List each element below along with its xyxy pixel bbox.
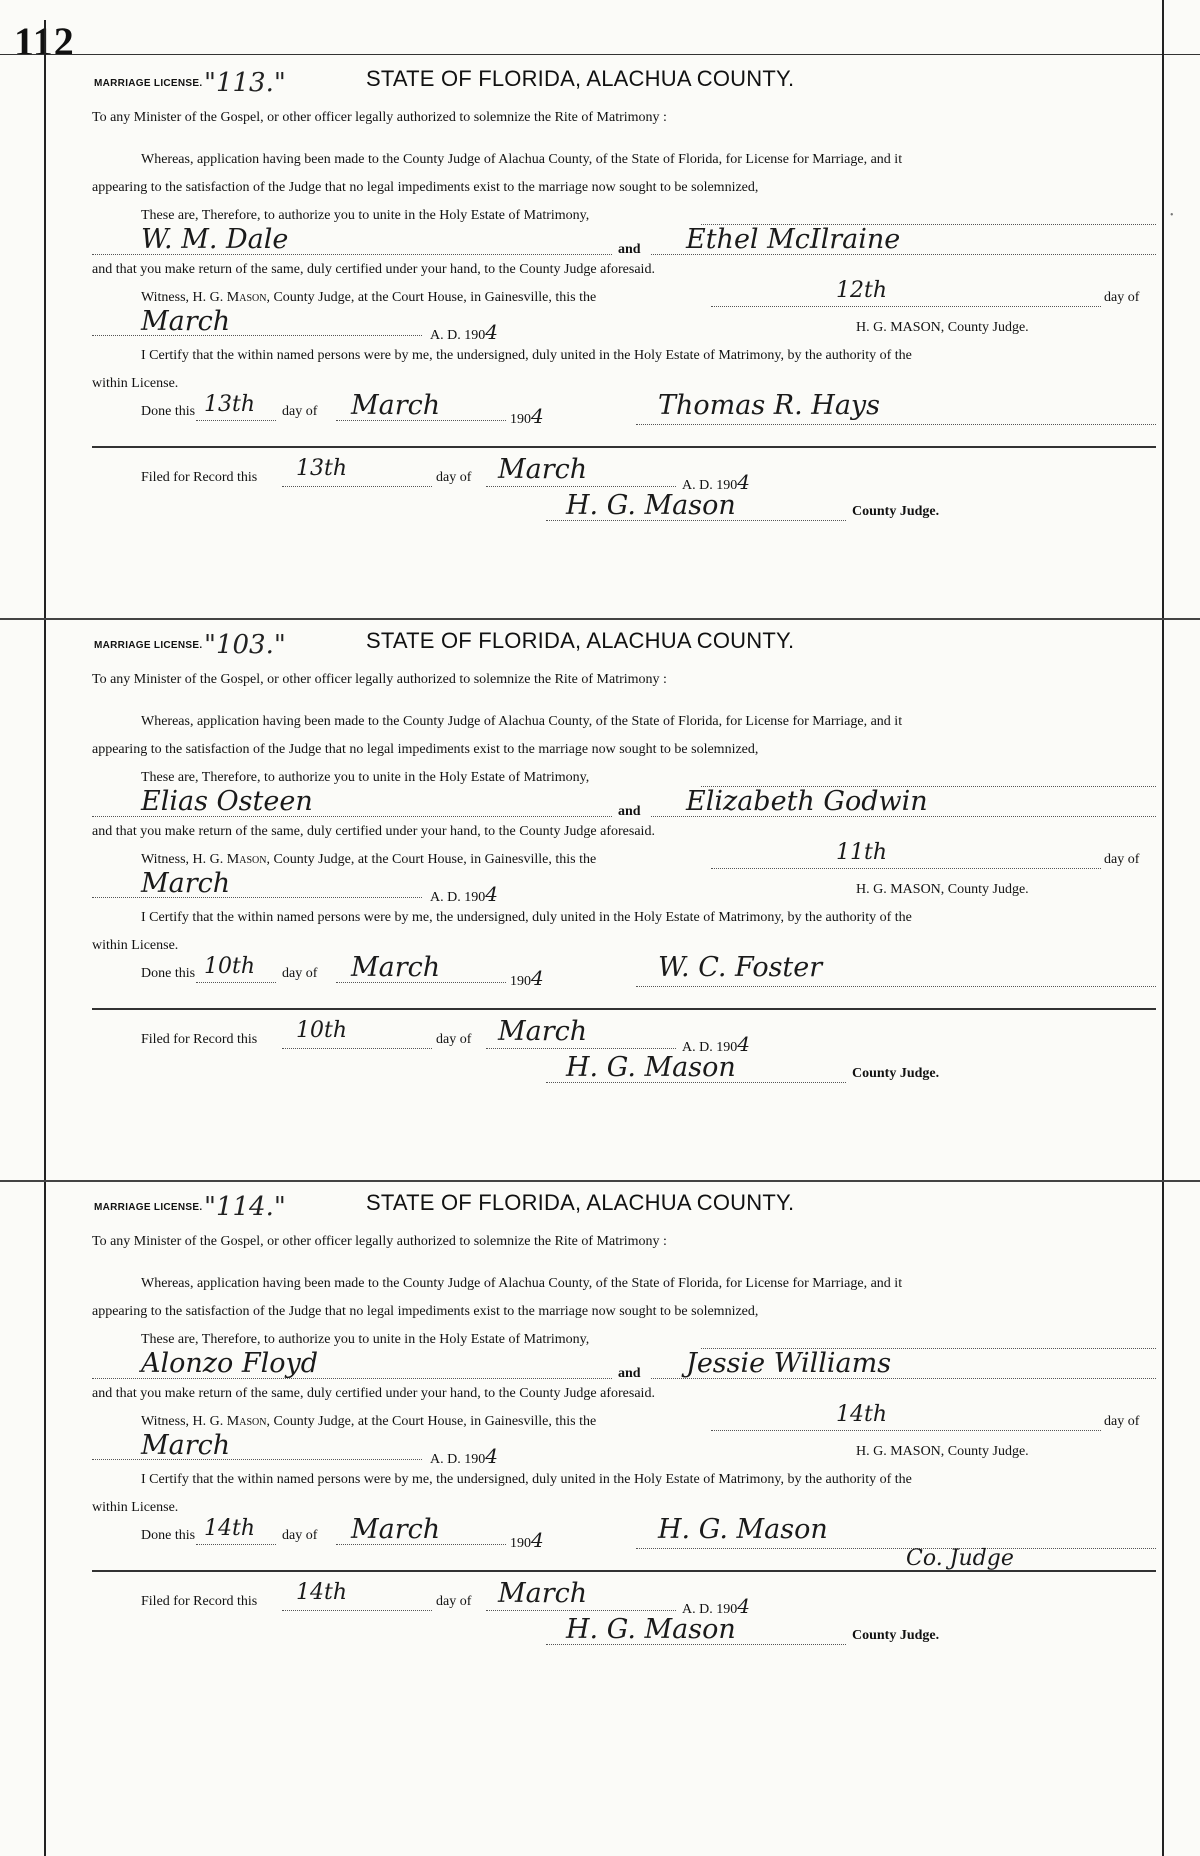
- return-text: and that you make return of the same, duly certified under your hand, to the County Judge aforesaid.: [92, 1386, 655, 1401]
- done-day-of: day of: [282, 1528, 318, 1543]
- filed-text: Filed for Record this: [141, 470, 258, 485]
- filed-day-fill-line: [282, 1048, 432, 1049]
- done-day-of: day of: [282, 404, 318, 419]
- county-judge-text: County Judge.: [852, 1628, 940, 1643]
- county-judge-text: County Judge.: [852, 504, 940, 519]
- done-day-fill-line: [196, 420, 276, 421]
- done-day-fill-line: [196, 982, 276, 983]
- license-label: MARRIAGE LICENSE.: [94, 78, 203, 89]
- witness-year-digit: 4: [485, 320, 498, 344]
- witness-month: March: [141, 1430, 231, 1461]
- certify-line-2: within License.: [92, 1500, 179, 1515]
- witness-day: 14th: [836, 1402, 888, 1427]
- filed-day-fill-line: [282, 486, 432, 487]
- witness-month: March: [141, 306, 231, 337]
- whereas-line-2: appearing to the satisfaction of the Judge that no legal impediments exist to the marriage now sought to be solemnized,: [92, 742, 759, 757]
- done-month-fill-line: [336, 1544, 506, 1545]
- record-separator-rule: [92, 1008, 1156, 1010]
- done-month: March: [351, 952, 441, 983]
- record-separator-rule: [92, 1570, 1156, 1572]
- filed-day: 10th: [296, 1018, 348, 1043]
- filed-year-digit: 4: [737, 1032, 750, 1056]
- officiant-fill-line: [636, 986, 1156, 987]
- officiant-title: Co. Judge: [906, 1546, 1014, 1571]
- done-month: March: [351, 1514, 441, 1545]
- filed-month: March: [498, 454, 588, 485]
- state-heading: STATE OF FLORIDA, ALACHUA COUNTY.: [366, 66, 795, 91]
- officiant-fill-line: [636, 424, 1156, 425]
- license-number: "114.": [204, 1192, 286, 1222]
- done-year: [510, 404, 544, 428]
- done-day: 13th: [204, 392, 256, 417]
- done-year-prefix: 190: [510, 974, 531, 989]
- filed-day-of: day of: [436, 1594, 472, 1609]
- bride-fill-line: [651, 816, 1156, 817]
- bride-name: Elizabeth Godwin: [686, 786, 928, 817]
- groom-fill-line: [92, 816, 612, 817]
- state-heading: STATE OF FLORIDA, ALACHUA COUNTY.: [366, 1190, 795, 1215]
- witness-part-a: Witness, H. G. M: [141, 290, 240, 305]
- filed-text: Filed for Record this: [141, 1594, 258, 1609]
- witness-part-b: ason: [239, 1414, 267, 1429]
- witness-part-c: , County Judge, at the Court House, in Gainesville, this the: [266, 852, 597, 867]
- filed-day-of: day of: [436, 1032, 472, 1047]
- witness-month-fill-line: [92, 1459, 422, 1460]
- done-year-digit: 4: [531, 966, 544, 990]
- witness-day-fill-line: [711, 306, 1101, 307]
- witness-part-a: Witness, H. G. M: [141, 1414, 240, 1429]
- done-month-fill-line: [336, 420, 506, 421]
- certify-line-1: I Certify that the within named persons were by me, the undersigned, duly united in the Holy Estate of Matrimony, by the authority of the: [141, 1472, 912, 1487]
- whereas-line-2: appearing to the satisfaction of the Judge that no legal impediments exist to the marriage now sought to be solemnized,: [92, 180, 759, 195]
- witness-ad-prefix: A. D. 190: [430, 890, 486, 905]
- license-label: MARRIAGE LICENSE.: [94, 640, 203, 651]
- witness-ad-prefix: A. D. 190: [430, 328, 486, 343]
- to-minister-text: To any Minister of the Gospel, or other officer legally authorized to solemnize the Rite of Matrimony :: [92, 1234, 667, 1249]
- witness-part-a: Witness, H. G. M: [141, 852, 240, 867]
- filed-day-of: day of: [436, 470, 472, 485]
- done-year: [510, 1528, 544, 1552]
- return-text: and that you make return of the same, duly certified under your hand, to the County Judge aforesaid.: [92, 824, 655, 839]
- to-minister-text: To any Minister of the Gospel, or other officer legally authorized to solemnize the Rite of Matrimony :: [92, 672, 667, 687]
- done-this-text: Done this: [141, 404, 196, 419]
- officiant-signature: H. G. Mason: [658, 1514, 828, 1545]
- filed-year-digit: 4: [737, 470, 750, 494]
- to-minister-text: To any Minister of the Gospel, or other officer legally authorized to solemnize the Rite of Matrimony :: [92, 110, 667, 125]
- top-rule: [0, 54, 1200, 55]
- certify-line-1: I Certify that the within named persons were by me, the undersigned, duly united in the Holy Estate of Matrimony, by the authority of the: [141, 348, 912, 363]
- done-month-fill-line: [336, 982, 506, 983]
- license-label: MARRIAGE LICENSE.: [94, 1202, 203, 1213]
- done-year-digit: 4: [531, 404, 544, 428]
- witness-text: [141, 290, 596, 306]
- filed-signature: H. G. Mason: [566, 1052, 736, 1083]
- judge-signature-line: H. G. MASON, County Judge.: [856, 1444, 1029, 1459]
- filed-month-fill-line: [486, 1048, 676, 1049]
- judge-signature-line: H. G. MASON, County Judge.: [856, 320, 1029, 335]
- filed-day: 14th: [296, 1580, 348, 1605]
- witness-day-of: day of: [1104, 290, 1140, 305]
- witness-month-fill-line: [92, 897, 422, 898]
- witness-ad: [430, 320, 498, 344]
- license-number: "103.": [204, 630, 286, 660]
- filed-month-fill-line: [486, 1610, 676, 1611]
- county-judge-text: County Judge.: [852, 1066, 940, 1081]
- witness-part-b: ason: [239, 290, 267, 305]
- done-month: March: [351, 390, 441, 421]
- officiant-signature: Thomas R. Hays: [658, 390, 881, 421]
- license-number: "113.": [204, 68, 286, 98]
- whereas-line-1: Whereas, application having been made to the County Judge of Alachua County, of the State of Florida, for License for Marriage, and it: [141, 152, 903, 167]
- officiant-fill-line: [636, 1548, 1156, 1549]
- witness-part-c: , County Judge, at the Court House, in Gainesville, this the: [266, 1414, 597, 1429]
- witness-ad: [430, 1444, 498, 1468]
- whereas-line-1: Whereas, application having been made to the County Judge of Alachua County, of the State of Florida, for License for Marriage, and it: [141, 714, 903, 729]
- done-year-prefix: 190: [510, 412, 531, 427]
- filed-text: Filed for Record this: [141, 1032, 258, 1047]
- speck-mark: •: [1170, 210, 1174, 221]
- done-this-text: Done this: [141, 1528, 196, 1543]
- whereas-line-2: appearing to the satisfaction of the Judge that no legal impediments exist to the marriage now sought to be solemnized,: [92, 1304, 759, 1319]
- filed-ad-prefix: A. D. 190: [682, 1040, 738, 1055]
- therefore-text: These are, Therefore, to authorize you to unite in the Holy Estate of Matrimony,: [141, 770, 590, 785]
- filed-signature: H. G. Mason: [566, 490, 736, 521]
- filed-month: March: [498, 1578, 588, 1609]
- groom-name: Alonzo Floyd: [141, 1348, 319, 1379]
- witness-day-fill-line: [711, 1430, 1101, 1431]
- groom-name: W. M. Dale: [141, 224, 289, 255]
- bride-fill-line: [651, 254, 1156, 255]
- groom-fill-line: [92, 1378, 612, 1379]
- witness-ad-prefix: A. D. 190: [430, 1452, 486, 1467]
- page-number: 112: [14, 19, 75, 64]
- filed-month: March: [498, 1016, 588, 1047]
- marriage-license-2: [46, 620, 1162, 1180]
- done-year-digit: 4: [531, 1528, 544, 1552]
- witness-text: [141, 852, 596, 868]
- witness-day-of: day of: [1104, 852, 1140, 867]
- groom-name: Elias Osteen: [141, 786, 313, 817]
- filed-signature-fill-line: [546, 1082, 846, 1083]
- done-day-of: day of: [282, 966, 318, 981]
- state-heading: STATE OF FLORIDA, ALACHUA COUNTY.: [366, 628, 795, 653]
- marriage-license-1: [46, 58, 1162, 618]
- and-text: and: [618, 242, 641, 257]
- witness-day: 12th: [836, 278, 888, 303]
- return-text: and that you make return of the same, duly certified under your hand, to the County Judge aforesaid.: [92, 262, 655, 277]
- marriage-license-3: [46, 1182, 1162, 1782]
- filed-day: 13th: [296, 456, 348, 481]
- done-this-text: Done this: [141, 966, 196, 981]
- filed-ad-prefix: A. D. 190: [682, 478, 738, 493]
- witness-ad: [430, 882, 498, 906]
- witness-part-c: , County Judge, at the Court House, in Gainesville, this the: [266, 290, 597, 305]
- witness-day: 11th: [836, 840, 888, 865]
- witness-day-fill-line: [711, 868, 1101, 869]
- whereas-line-1: Whereas, application having been made to the County Judge of Alachua County, of the State of Florida, for License for Marriage, and it: [141, 1276, 903, 1291]
- filed-year-digit: 4: [737, 1594, 750, 1618]
- done-year: [510, 966, 544, 990]
- filed-signature-fill-line: [546, 520, 846, 521]
- witness-day-of: day of: [1104, 1414, 1140, 1429]
- certify-line-2: within License.: [92, 938, 179, 953]
- witness-month-fill-line: [92, 335, 422, 336]
- filed-ad-prefix: A. D. 190: [682, 1602, 738, 1617]
- done-day: 14th: [204, 1516, 256, 1541]
- certify-line-1: I Certify that the within named persons were by me, the undersigned, duly united in the Holy Estate of Matrimony, by the authority of the: [141, 910, 912, 925]
- witness-part-b: ason: [239, 852, 267, 867]
- witness-year-digit: 4: [485, 882, 498, 906]
- certify-line-2: within License.: [92, 376, 179, 391]
- officiant-signature: W. C. Foster: [658, 952, 823, 983]
- done-day-fill-line: [196, 1544, 276, 1545]
- filed-signature-fill-line: [546, 1644, 846, 1645]
- bride-fill-line: [651, 1378, 1156, 1379]
- groom-fill-line: [92, 254, 612, 255]
- filed-month-fill-line: [486, 486, 676, 487]
- bride-name: Jessie Williams: [686, 1348, 892, 1379]
- witness-year-digit: 4: [485, 1444, 498, 1468]
- judge-signature-line: H. G. MASON, County Judge.: [856, 882, 1029, 897]
- and-text: and: [618, 1366, 641, 1381]
- therefore-text: These are, Therefore, to authorize you to unite in the Holy Estate of Matrimony,: [141, 1332, 590, 1347]
- witness-text: [141, 1414, 596, 1430]
- filed-day-fill-line: [282, 1610, 432, 1611]
- done-day: 10th: [204, 954, 256, 979]
- filed-signature: H. G. Mason: [566, 1614, 736, 1645]
- therefore-text: These are, Therefore, to authorize you to unite in the Holy Estate of Matrimony,: [141, 208, 590, 223]
- done-year-prefix: 190: [510, 1536, 531, 1551]
- record-separator-rule: [92, 446, 1156, 448]
- right-margin-rule: [1162, 0, 1164, 1856]
- bride-name: Ethel McIlraine: [686, 224, 901, 255]
- and-text: and: [618, 804, 641, 819]
- witness-month: March: [141, 868, 231, 899]
